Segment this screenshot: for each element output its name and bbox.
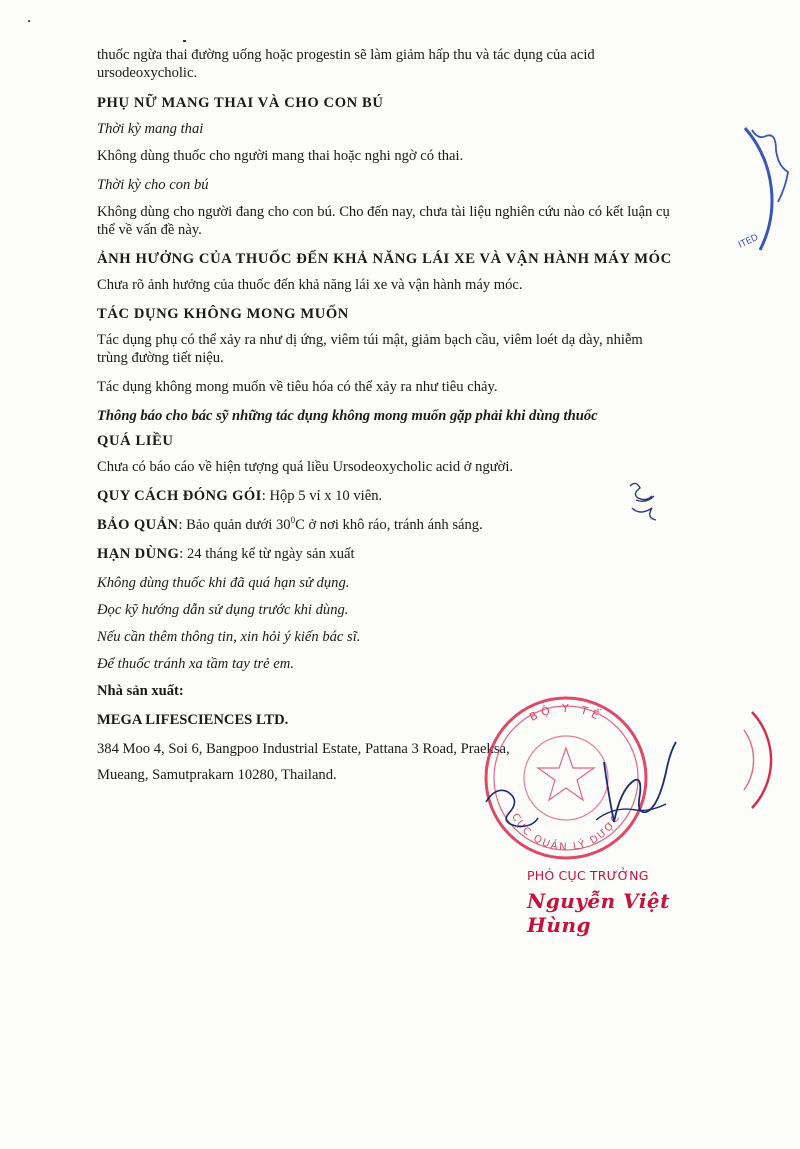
storage-value-post: C ở nơi khô ráo, tránh ánh sáng. bbox=[295, 517, 483, 533]
scan-speck bbox=[183, 40, 186, 42]
side-effects-notice: Thông báo cho bác sỹ những tác dụng không mong muốn gặp phải khi dùng thuốc bbox=[97, 408, 598, 424]
seal-bottom-text: CỤC QUẢN LÝ DƯỢC bbox=[509, 811, 623, 854]
subheading-pregnancy: Thời kỳ mang thai bbox=[97, 121, 204, 137]
storage-line bbox=[97, 516, 677, 534]
section-heading-side-effects: TÁC DỤNG KHÔNG MONG MUỐN bbox=[97, 306, 349, 322]
manufacturer-label: Nhà sản xuất: bbox=[97, 683, 184, 699]
section-heading-overdose: QUÁ LIỀU bbox=[97, 433, 174, 449]
subheading-breastfeeding: Thời kỳ cho con bú bbox=[97, 177, 209, 193]
shelf-life-label: HẠN DÙNG bbox=[97, 546, 180, 562]
warning-line: Đọc kỹ hướng dẫn sử dụng trước khi dùng. bbox=[97, 602, 349, 618]
section-heading-pregnancy: PHỤ NỮ MANG THAI VÀ CHO CON BÚ bbox=[97, 95, 384, 111]
storage-degree-sup: 0 bbox=[290, 515, 296, 526]
overdose-text: Chưa có báo cáo về hiện tượng quá liều Ursodeoxycholic acid ở người. bbox=[97, 459, 514, 475]
seal-top-text: BỘ Y TẾ bbox=[527, 701, 605, 724]
digestive-effects-text: Tác dụng không mong muốn về tiêu hóa có thể xảy ra như tiêu chảy. bbox=[97, 379, 498, 395]
driving-text: Chưa rõ ảnh hưởng của thuốc đến khả năng lái xe và vận hành máy móc. bbox=[97, 277, 523, 293]
svg-text:CỤC QUẢN LÝ DƯỢC bbox=[509, 812, 623, 853]
pregnancy-text: Không dùng thuốc cho người mang thai hoặc nghi ngờ có thai. bbox=[97, 148, 464, 164]
breastfeeding-text: Không dùng cho người đang cho con bú. Cho đến nay, chưa tài liệu nghiên cứu nào có kết luận cụ thể về vấn đề này. bbox=[97, 204, 670, 238]
packaging-label: QUY CÁCH ĐÓNG GÓI bbox=[97, 488, 262, 504]
storage-label: BẢO QUẢN bbox=[97, 517, 179, 533]
side-effects-text: Tác dụng phụ có thể xảy ra như dị ứng, viêm túi mật, giảm bạch cầu, viêm loét dạ dày, nhiễm trùng đường tiết niệu. bbox=[97, 332, 643, 366]
packaging-value: : Hộp 5 vỉ x 10 viên. bbox=[261, 488, 383, 504]
shelf-life-value: : 24 tháng kể từ ngày sản xuất bbox=[179, 546, 355, 562]
lead-paragraph: thuốc ngừa thai đường uống hoặc progestin sẽ làm giảm hấp thu và tác dụng của acid ursodeoxycholic. bbox=[97, 47, 595, 81]
manufacturer-address-line1: 384 Moo 4, Soi 6, Bangpoo Industrial Estate, Pattana 3 Road, Praeksa, bbox=[97, 741, 510, 757]
signature-name: Nguyễn Việt Hùng bbox=[527, 889, 670, 937]
warning-line: Không dùng thuốc khi đã quá hạn sử dụng. bbox=[97, 575, 350, 591]
warning-line: Nếu cần thêm thông tin, xin hỏi ý kiến bác sĩ. bbox=[97, 629, 361, 645]
packaging-line bbox=[97, 487, 677, 505]
manufacturer-address-line2: Mueang, Samutprakarn 10280, Thailand. bbox=[97, 767, 337, 783]
signature-title: PHÓ CỤC TRƯỞNG bbox=[527, 868, 649, 883]
manufacturer-name: MEGA LIFESCIENCES LTD. bbox=[97, 712, 289, 728]
shelf-life-line bbox=[97, 545, 677, 563]
section-heading-driving: ẢNH HƯỞNG CỦA THUỐC ĐẾN KHẢ NĂNG LÁI XE VÀ VẬN HÀNH MÁY MÓC bbox=[97, 251, 672, 267]
side-stamp-text: ITED bbox=[737, 232, 761, 251]
storage-value-pre: : Bảo quản dưới 30 bbox=[178, 517, 291, 533]
warning-line: Để thuốc tránh xa tầm tay trẻ em. bbox=[97, 656, 294, 672]
scan-speck bbox=[28, 20, 30, 22]
document-body bbox=[97, 46, 677, 792]
signature-block bbox=[527, 868, 727, 937]
